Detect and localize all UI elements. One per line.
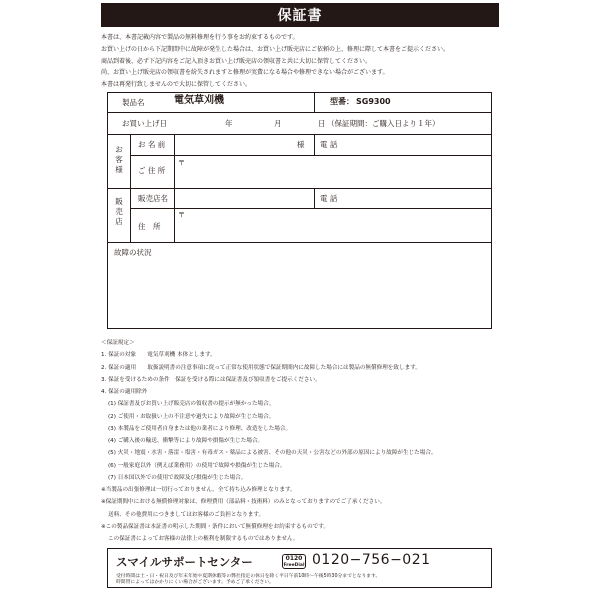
terms-line: 1. 保証の対象 電気草刈機 本体とします。	[101, 352, 216, 359]
freedial-label: FreeDial	[283, 563, 305, 568]
warranty-form	[107, 92, 492, 329]
postal-mark: 〒	[178, 159, 185, 167]
terms-line: (3) 本製品をご使用者自身または他の業者により修理、改造をした場合。	[108, 425, 292, 432]
divider	[130, 208, 491, 209]
divider	[314, 134, 315, 155]
terms-line: 送料、その他費用につきましてはお客様のご負担となります。	[108, 511, 265, 518]
terms-line: (6) 一般家庭以外（例えば業務用）の使用で故障や損傷が生じた場合。	[108, 462, 286, 469]
store-phone-label: 電 話	[320, 194, 338, 203]
hours-line: 時間帯によってはかかりにくい場合がございます。予めご了承ください。	[116, 580, 274, 585]
year-label: 年	[225, 119, 233, 128]
support-center-name: スマイルサポートセンター	[116, 555, 253, 569]
store-name-label: 販売店名	[138, 194, 168, 203]
support-phone[interactable]: 0120−756−021	[312, 552, 431, 568]
support-footer	[107, 548, 492, 588]
store-section-label: 販売店	[115, 197, 123, 226]
terms-line: 2. 保証の適用 取扱説明書の注意事項に従って正常な使用状態で保証期間内に故障した場合には製品の無償修理を致します。	[101, 364, 421, 371]
page-title: 保証書	[101, 3, 499, 27]
product-label: 製品名	[122, 98, 145, 107]
honorific: 様	[297, 140, 305, 149]
intro-line: 商品到着後、必ず下記内容をご記入頂きお買い上げ販売店の領収書と共に大切に保管してください。	[101, 57, 372, 65]
customer-section-label: お客様	[115, 145, 123, 174]
customer-name-label: お 名 前	[138, 140, 166, 149]
terms-line: 4. 保証の適用除外	[101, 389, 148, 395]
model-label: 型番：	[330, 97, 354, 106]
terms-line: (2) ご使用・お取扱い上の不注意や過失により故障が生じた場合。	[108, 413, 275, 420]
freedial-number: 0120	[285, 555, 303, 562]
terms-line: (4) ご購入後の輸送、衝撃等により故障や損傷が生じた場合。	[108, 438, 264, 444]
day-label: 日	[318, 119, 326, 128]
divider	[108, 112, 491, 113]
divider	[130, 134, 131, 242]
divider	[174, 134, 175, 242]
terms-line: ＜保証規定＞	[101, 340, 135, 346]
terms-line: (5) 火災・地震・水害・落雷・塩害・有毒ガス・薬品による被害、その他の天災・公害などの外部の原因により故障が生じた場合。	[108, 450, 437, 457]
store-address-label: 住 所	[138, 222, 161, 231]
hours-line: 受付時間は土・日・祝日及び年末年始や夏期休暇等の弊社指定の休日を除く平日午前10時〜午後5時30分までとなります。	[116, 574, 381, 579]
terms-line: ※この製品保証書は本証書の明示した期間・条件において無償修理をお約束するものです。	[101, 523, 329, 530]
terms-line: ※当製品の出張修理は一切行っておりません。全て持ち込み修理となります。	[101, 487, 296, 493]
divider	[130, 155, 491, 156]
freedial-icon	[282, 554, 306, 569]
intro-line: 本書は再発行致しませんので大切に保管してください。	[101, 81, 252, 89]
fault-label: 故障の状況	[114, 248, 152, 257]
product-name: 電気草刈機	[174, 95, 224, 106]
terms-line: ※保証期間中における無償修理対象は、修理費用（部品料・技術料）のみとなっておりますのでご了承ください。	[101, 499, 386, 506]
divider	[108, 134, 491, 135]
terms-line: この保証書によってお客様の法律上の権利を制限するものではありません。	[108, 536, 299, 542]
divider	[314, 188, 315, 208]
postal-mark: 〒	[178, 211, 185, 219]
support-hours	[116, 574, 380, 586]
terms-line: (7) 日本国以外での使用で故障及び損傷が生じた場合。	[108, 474, 247, 481]
warranty-period: （保証期間：ご購入日より１年）	[327, 119, 440, 128]
intro-text	[101, 32, 499, 91]
divider	[108, 188, 491, 189]
intro-line: お買い上げの日から下記期間中に故障が発生した場合は、お買い上げ販売店にご依頼の上、修理に際して本書をご提示ください。	[101, 45, 450, 53]
terms-line: (1) 保証書及びお買い上げ販売店の領収書の提示が無かった場合。	[108, 401, 275, 408]
intro-line: 本書は、本書記載内容で製品の無料修理を行う事をお約束するものです。	[101, 34, 299, 41]
customer-phone-label: 電 話	[320, 140, 338, 149]
customer-address-label: ご 住 所	[138, 166, 166, 175]
divider	[314, 93, 315, 112]
terms-line: 3. 保証を受けるための条件 保証を受ける際には保証書及び領収書をご提示ください。	[101, 376, 321, 383]
month-label: 月	[274, 119, 282, 128]
purchase-date-label: お買い上げ日	[122, 119, 167, 128]
intro-line: 尚、お買い上げ販売店の領収書を紛失されますと修理が実費になる場合や修理できない場合がございます。	[101, 69, 389, 77]
model-value: SG9300	[356, 97, 391, 106]
warranty-terms	[101, 337, 499, 545]
warranty-sheet	[101, 0, 499, 600]
divider	[108, 242, 491, 243]
